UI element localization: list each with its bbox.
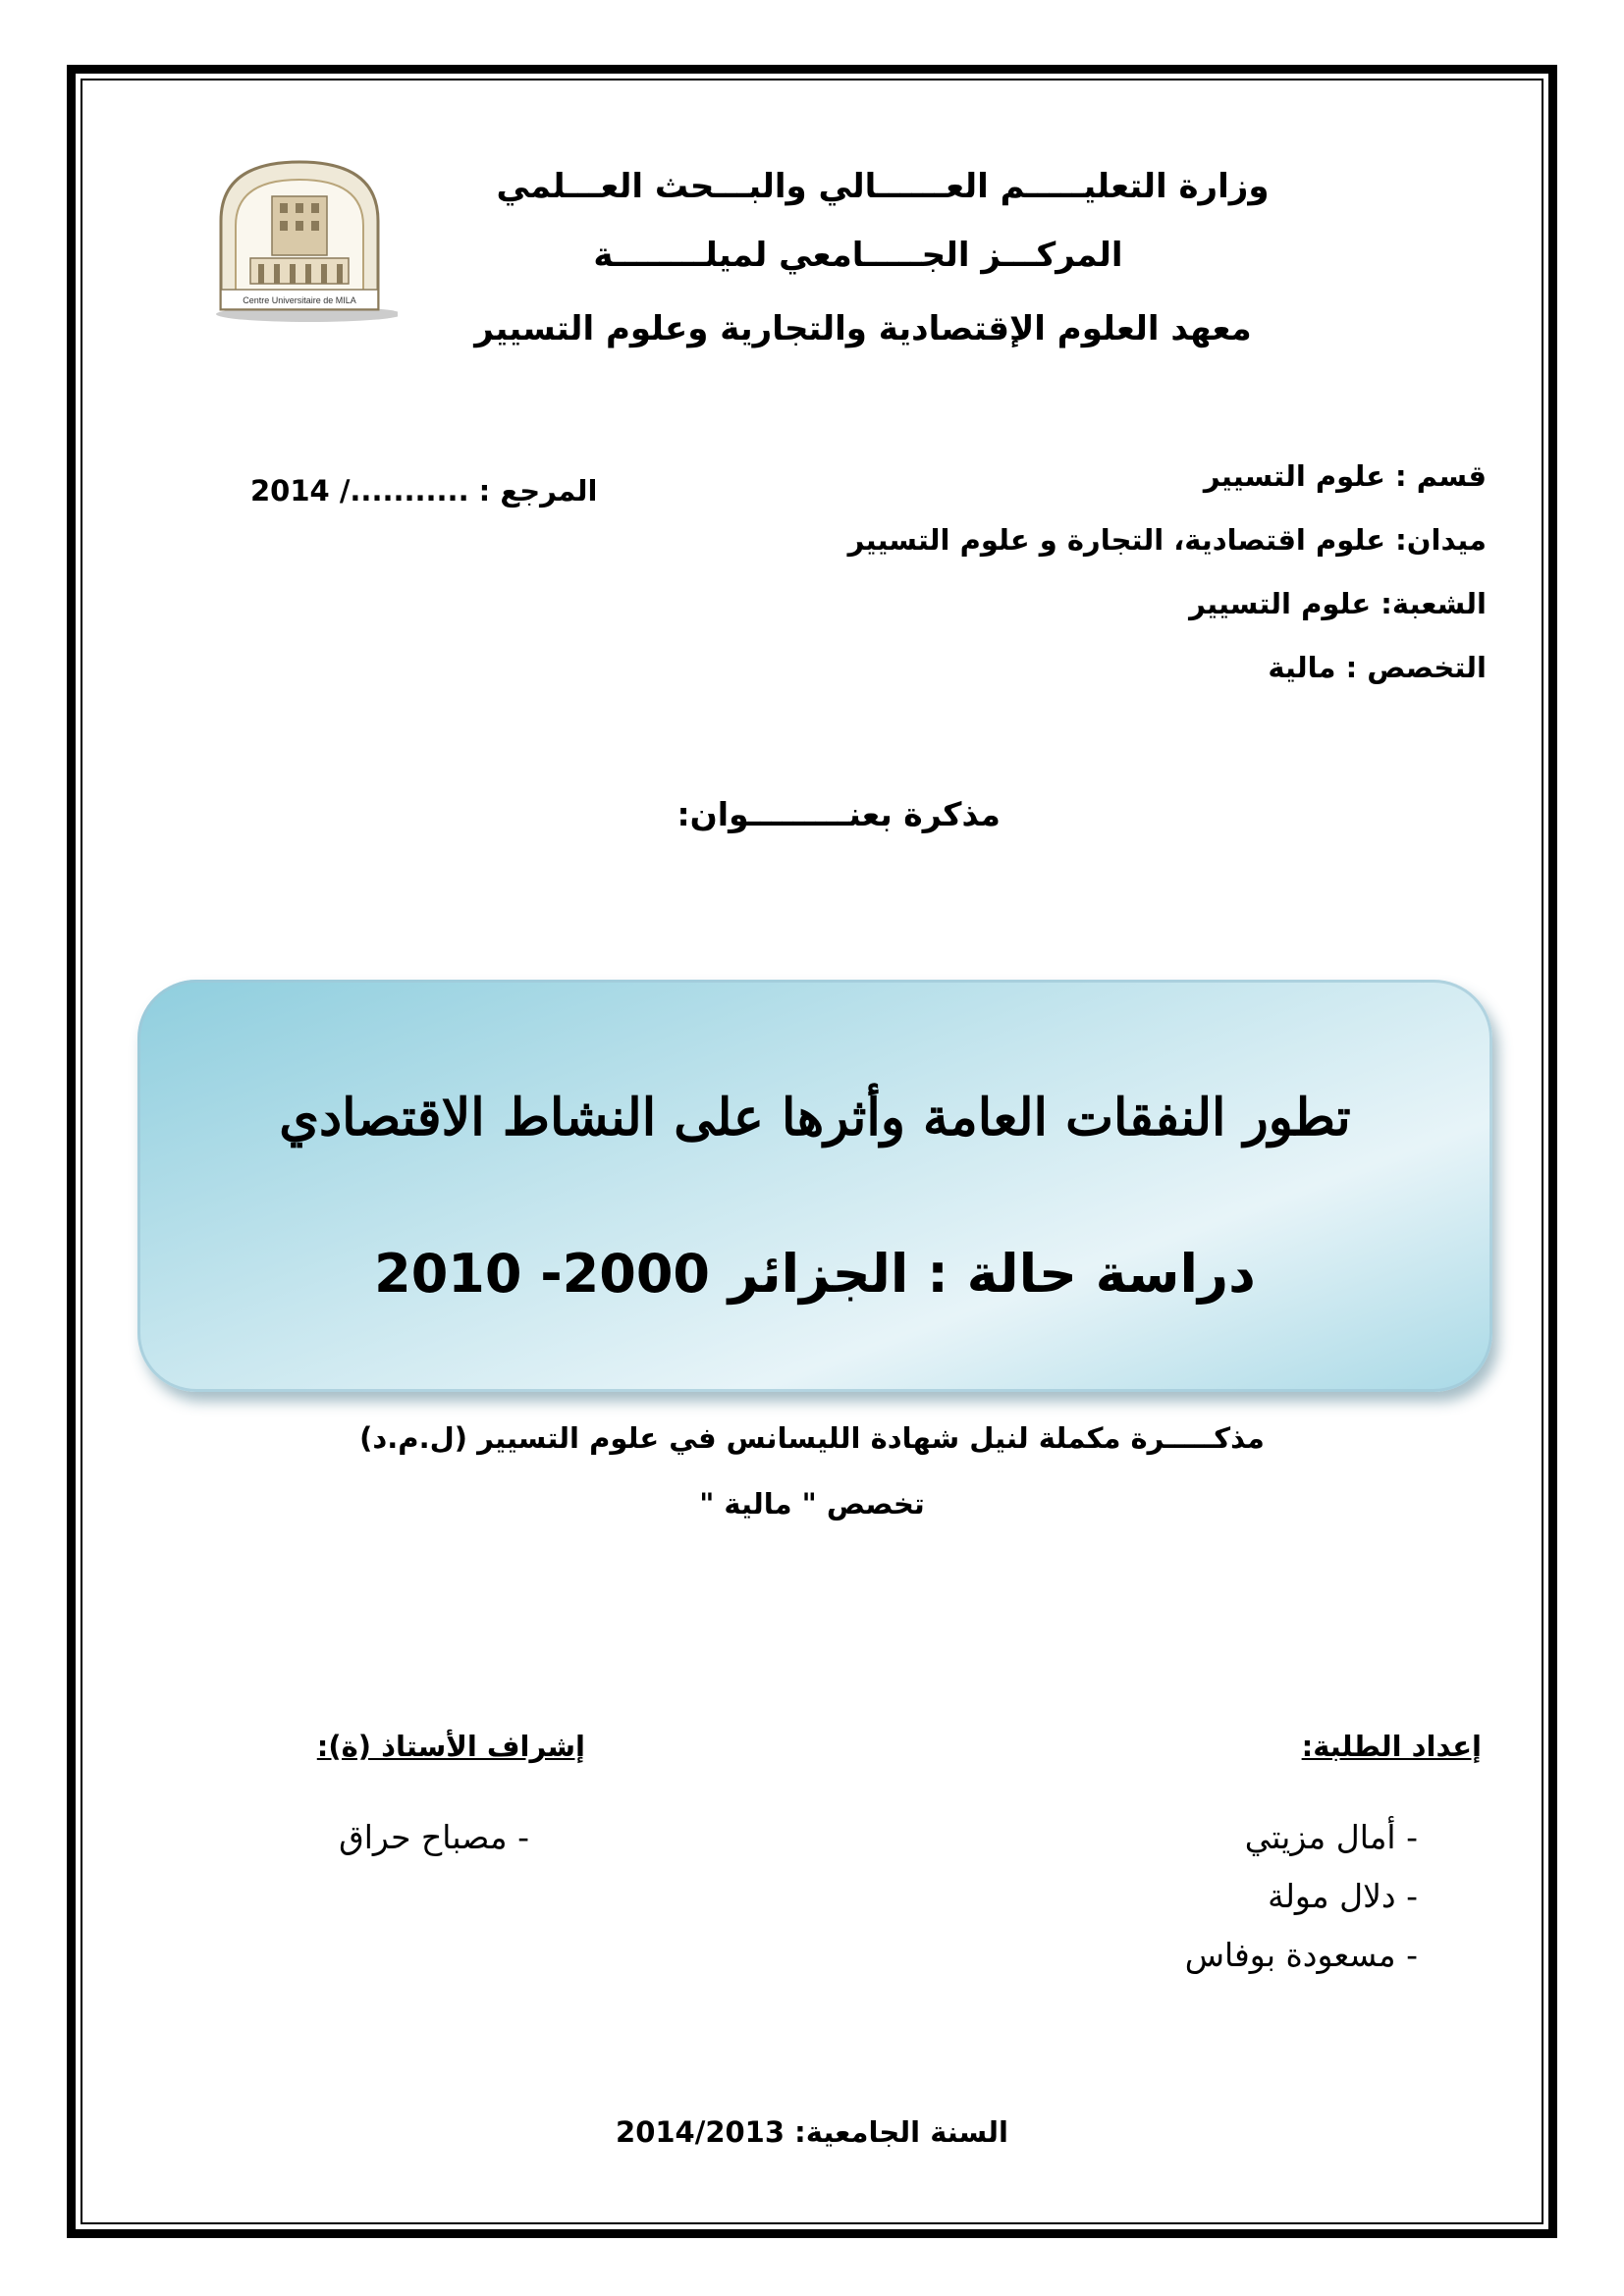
university-logo xyxy=(201,152,398,324)
reference-number: المرجع : .........../ 2014 xyxy=(250,474,598,507)
student-name-3: - مسعودة بوفاس xyxy=(1184,1936,1418,1974)
institute-name: معهد العلوم الإقتصادية والتجارية وعلوم التسيير xyxy=(474,309,1252,348)
degree-description: مذكـــــرة مكملة لنيل شهادة الليسانس في علوم التسيير (ل.م.د) xyxy=(359,1421,1265,1455)
department: قسم : علوم التسيير xyxy=(1203,459,1487,493)
thesis-subtitle: دراسة حالة : الجزائر 2000- 2010 xyxy=(374,1243,1256,1305)
student-name-2: - دلال مولة xyxy=(1268,1877,1418,1915)
memo-title-label: مذكرة بعنـــــــــوان: xyxy=(677,795,1001,833)
thesis-title: تطور النفقات العامة وأثرها على النشاط الاقتصادي xyxy=(279,1088,1351,1148)
specialty: التخصص : مالية xyxy=(1268,651,1487,684)
supervisor-label: إشراف الأستاذ (ة): xyxy=(316,1730,585,1763)
branch: الشعبة: علوم التسيير xyxy=(1189,587,1487,620)
logo-caption: Centre Universitaire de MILA xyxy=(243,295,356,305)
university-name: المركـــز الجـــــامعي لميلــــــــة xyxy=(593,236,1123,275)
degree-specialty: تخصص " مالية " xyxy=(699,1487,925,1521)
thesis-title-box xyxy=(137,980,1492,1392)
academic-year: السنة الجامعية: 2014/2013 xyxy=(616,2115,1008,2149)
student-name-1: - أمال مزيتي xyxy=(1244,1818,1418,1856)
students-label: إعداد الطلبة: xyxy=(1301,1730,1482,1763)
supervisor-name: - مصباح حراق xyxy=(339,1818,529,1856)
ministry-name: وزارة التعليـــــم العــــــالي والبـــحث العـــلمي xyxy=(496,167,1270,206)
field: ميدان: علوم اقتصادية، التجارة و علوم التسيير xyxy=(847,523,1487,557)
